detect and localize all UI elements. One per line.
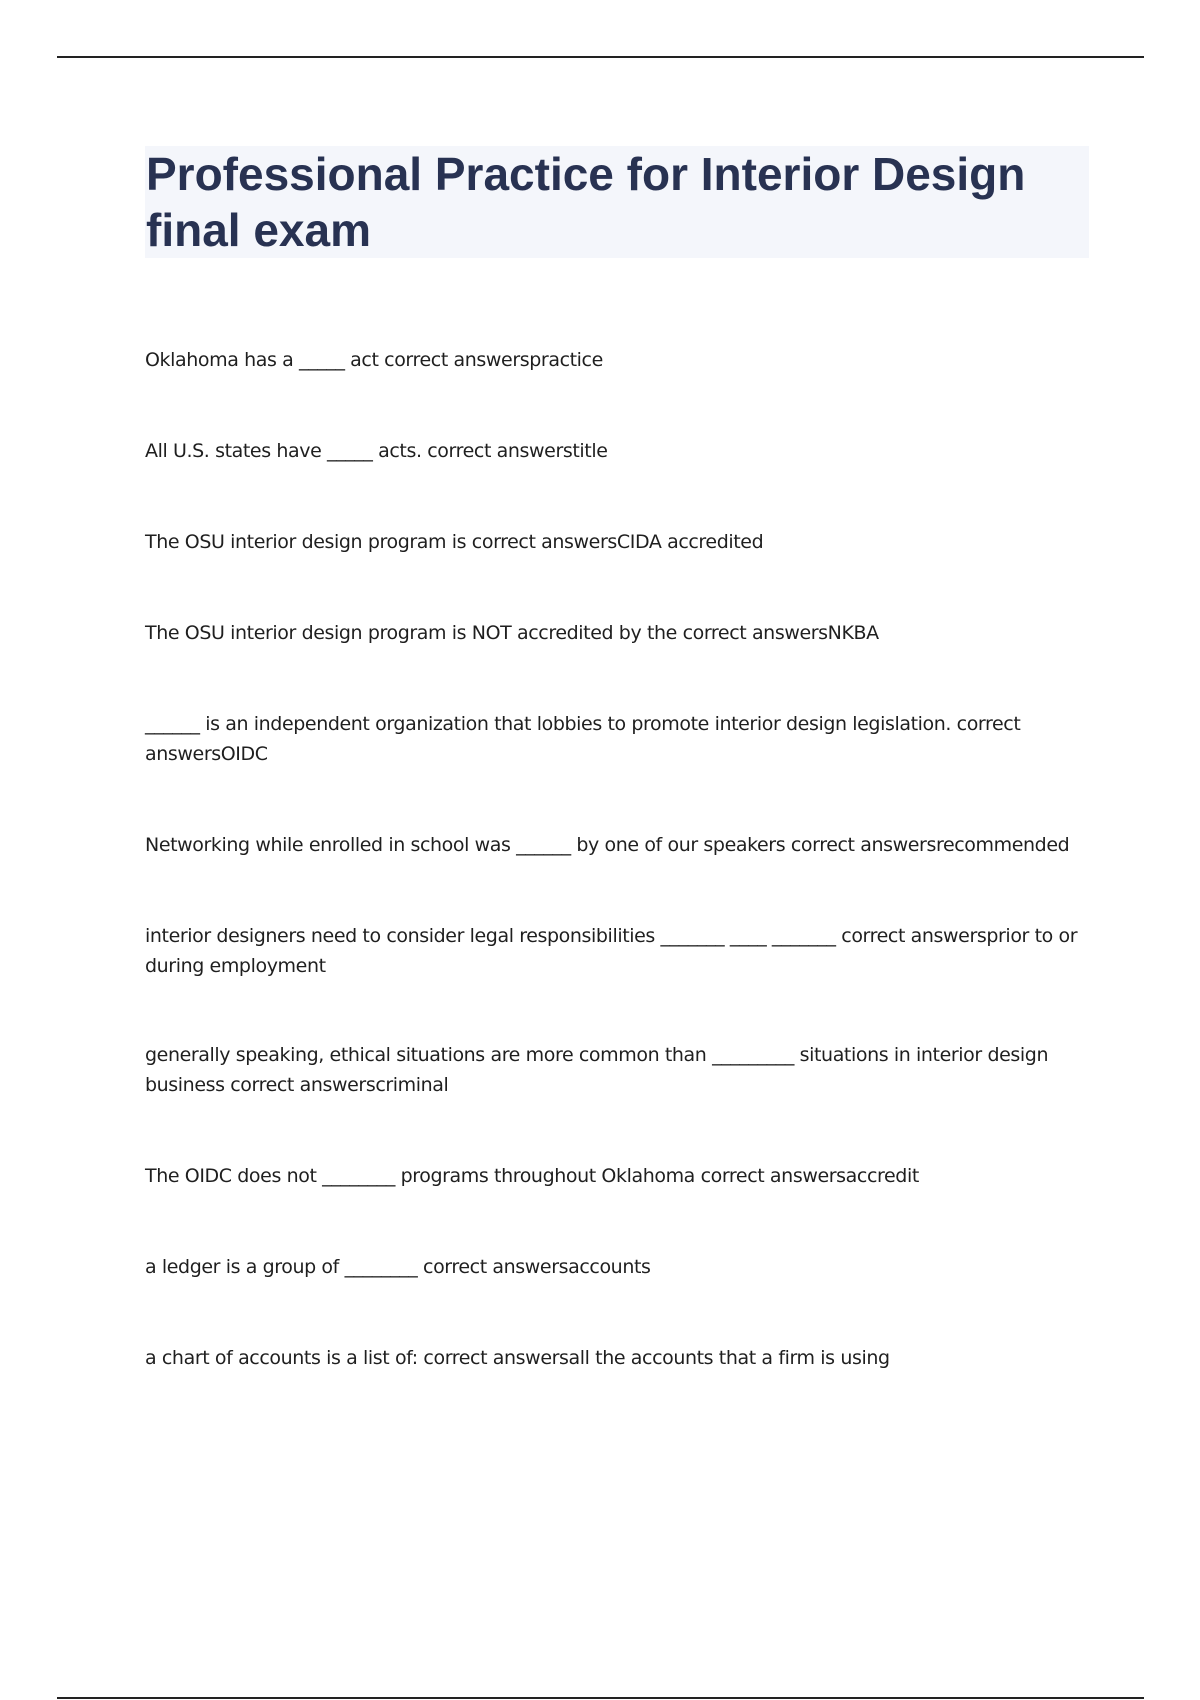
question-item: Oklahoma has a _____ act correct answerspractice <box>145 349 603 371</box>
page-title: Professional Practice for Interior Design final exam <box>146 148 1026 256</box>
top-rule <box>57 56 1144 58</box>
bottom-rule <box>57 1697 1144 1699</box>
question-item: a chart of accounts is a list of: correct answersall the accounts that a firm is using <box>145 1347 890 1369</box>
question-item: ______ is an independent organization that lobbies to promote interior design legislation. correct answersOIDC <box>145 713 1021 765</box>
question-item: All U.S. states have _____ acts. correct answerstitle <box>145 440 608 462</box>
title-block <box>145 146 1089 258</box>
question-item: The OIDC does not ________ programs throughout Oklahoma correct answersaccredit <box>145 1165 919 1187</box>
question-item: The OSU interior design program is NOT accredited by the correct answersNKBA <box>145 622 879 644</box>
question-item: interior designers need to consider legal responsibilities _______ ____ _______ correct answersprior to or during employment <box>145 925 1078 977</box>
question-item: generally speaking, ethical situations are more common than _________ situations in interior design business correct answerscriminal <box>145 1044 1049 1096</box>
question-item: The OSU interior design program is correct answersCIDA accredited <box>145 531 764 553</box>
question-item: a ledger is a group of ________ correct answersaccounts <box>145 1256 651 1278</box>
question-item: Networking while enrolled in school was ______ by one of our speakers correct answersrecommended <box>145 834 1070 856</box>
